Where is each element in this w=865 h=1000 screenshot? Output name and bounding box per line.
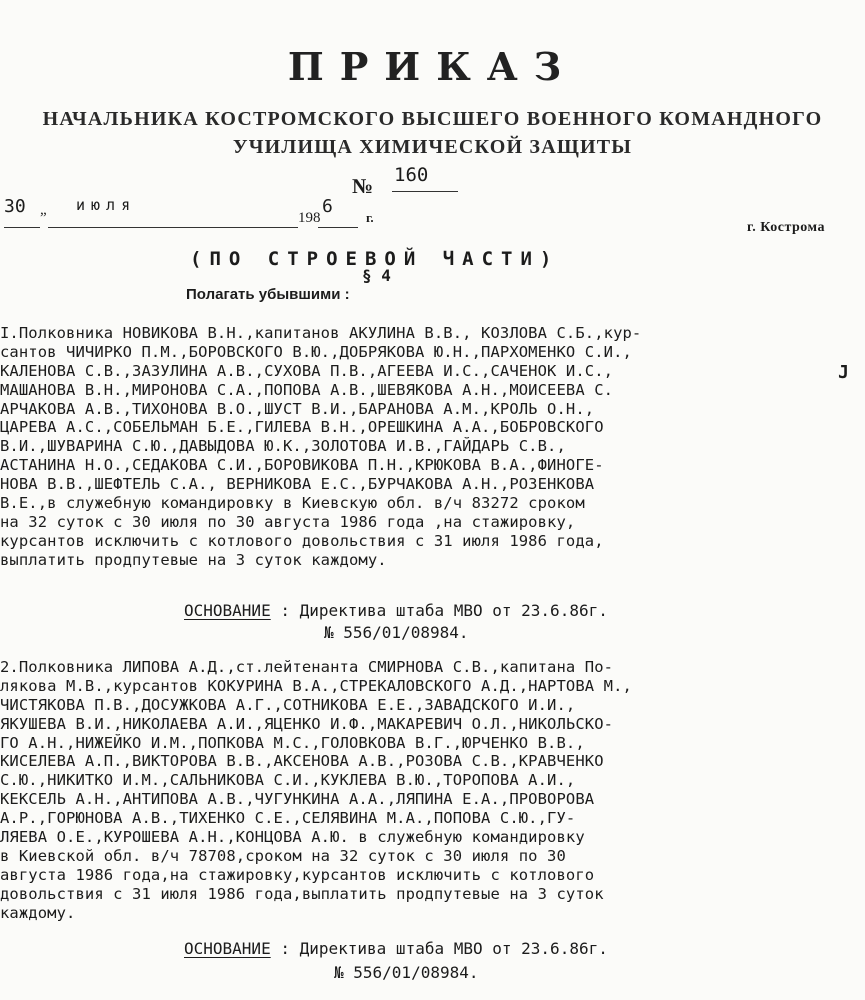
- item1-line: КАЛЕНОВА С.В.,ЗАЗУЛИНА А.В.,СУХОВА П.В.,АГЕЕВА И.С.,САЧЕНОК И.С.,: [0, 361, 614, 380]
- item2-line: ГО А.Н.,НИЖЕЙКО И.М.,ПОПКОВА М.С.,ГОЛОВКОВА В.Г.,ЮРЧЕНКО В.В.,: [0, 733, 585, 752]
- item1-basis: [184, 600, 608, 621]
- item2-line: ЯКУШЕВА В.И.,НИКОЛАЕВА А.И.,ЯЦЕНКО И.Ф.,МАКАРЕВИЧ О.Л.,НИКОЛЬСКО-: [0, 714, 614, 733]
- item2-line: 2.Полковника ЛИПОВА А.Д.,ст.лейтенанта СМИРНОВА С.В.,капитана По-: [0, 658, 614, 676]
- item2-basis-label: ОСНОВАНИЕ: [184, 939, 271, 958]
- item2-basis: [184, 938, 608, 959]
- item1-line: курсантов исключить с котлового довольствия с 31 июля 1986 года,: [0, 531, 604, 550]
- item1-basis-text: : Директива штаба МВО от 23.6.86г.: [270, 601, 608, 620]
- order-number-label: №: [352, 174, 374, 198]
- item1-line: на 32 суток с 30 июля по 30 августа 1986 года ,на стажировку,: [0, 512, 576, 531]
- item1-line: сантов ЧИЧИРКО П.М.,БОРОВСКОГО В.Ю.,ДОБРЯКОВА Ю.Н.,ПАРХОМЕНКО С.И.,: [0, 342, 632, 361]
- date-year-suffix: 6: [318, 196, 358, 228]
- issuer-line-1: НАЧАЛЬНИКА КОСТРОМСКОГО ВЫСШЕГО ВОЕННОГО КОМАНДНОГО: [42, 108, 823, 130]
- item2-line: ЛЯЕВА О.Е.,КУРОШЕВА А.Н.,КОНЦОВА А.Ю. в служебную командировку: [0, 828, 585, 847]
- order-intro: Полагать убывшими :: [186, 286, 350, 303]
- date-year-abbrev: г.: [366, 210, 374, 225]
- date-month: июля: [48, 196, 298, 228]
- item1-basis-label: ОСНОВАНИЕ: [184, 601, 271, 620]
- order-item-2: [0, 658, 632, 922]
- item2-line: КИСЕЛЕВА А.П.,ВИКТОРОВА В.В.,АКСЕНОВА А.В.,РОЗОВА С.В.,КРАВЧЕНКО: [0, 752, 604, 771]
- item1-line: ЦАРЕВА А.С.,СОБЕЛЬМАН Б.Е.,ГИЛЕВА В.Н.,ОРЕШКИНА А.А.,БОБРОВСКОГО: [0, 418, 604, 437]
- issuer-line-2: УЧИЛИЩА ХИМИЧЕСКОЙ ЗАЩИТЫ: [232, 136, 633, 158]
- item2-basis-text: : Директива штаба МВО от 23.6.86г.: [270, 939, 608, 958]
- department-heading: (ПО СТРОЕВОЙ ЧАСТИ): [190, 248, 560, 270]
- date-day: 30: [4, 196, 40, 228]
- item2-line: А.Р.,ГОРЮНОВА А.В.,ТИХЕНКО С.Е.,СЕЛЯВИНА М.А.,ПОПОВА С.Ю.,ГУ-: [0, 809, 576, 828]
- item1-line: I.Полковника НОВИКОВА В.Н.,капитанов АКУЛИНА В.В., КОЗЛОВА С.Б.,кур-: [0, 324, 642, 342]
- item1-line: В.И.,ШУВАРИНА С.Ю.,ДАВЫДОВА Ю.К.,ЗОЛОТОВА И.В.,ГАЙДАРЬ С.В.,: [0, 437, 566, 456]
- item2-line: КЕКСЕЛЬ А.Н.,АНТИПОВА А.В.,ЧУГУНКИНА А.А.,ЛЯПИНА Е.А.,ПРОВОРОВА: [0, 790, 595, 809]
- item1-line: В.Е.,в служебную командировку в Киевскую обл. в/ч 83272 сроком: [0, 494, 585, 513]
- item2-line: довольствия с 31 июля 1986 года,выплатить продпутевые на 3 суток: [0, 884, 604, 903]
- item2-line: лякова М.В.,курсантов КОКУРИНА В.А.,СТРЕКАЛОВСКОГО А.Д.,НАРТОВА М.,: [0, 676, 632, 695]
- paragraph-number: § 4: [362, 266, 391, 285]
- item1-basis-number: № 556/01/08984.: [324, 623, 469, 642]
- date-quote: „: [40, 202, 47, 218]
- city: г. Кострома: [747, 220, 825, 235]
- date-year-prefix: 198: [298, 210, 321, 226]
- order-number: 160: [392, 164, 458, 192]
- item1-line: АСТАНИНА Н.О.,СЕДАКОВА С.И.,БОРОВИКОВА П.Н.,КРЮКОВА В.А.,ФИНОГЕ-: [0, 456, 604, 475]
- item1-line: АРЧАКОВА А.В.,ТИХОНОВА В.О.,ШУСТ В.И.,БАРАНОВА А.М.,КРОЛЬ О.Н.,: [0, 399, 595, 418]
- item2-line: августа 1986 года,на стажировку,курсантов исключить с котлового: [0, 865, 595, 884]
- item2-line: С.Ю.,НИКИТКО И.М.,САЛЬНИКОВА С.И.,КУКЛЕВА В.Ю.,ТОРОПОВА А.И.,: [0, 771, 576, 790]
- document-title: ПРИКАЗ: [287, 44, 578, 89]
- item2-line: каждому.: [0, 903, 76, 922]
- item2-line: ЧИСТЯКОВА П.В.,ДОСУЖКОВА А.Г.,СОТНИКОВА Е.Е.,ЗАВАДСКОГО И.И.,: [0, 695, 576, 714]
- item1-line: НОВА В.В.,ШЕФТЕЛЬ С.А., ВЕРНИКОВА Е.С.,БУРЧАКОВА А.Н.,РОЗЕНКОВА: [0, 475, 595, 494]
- item1-line: МАШАНОВА В.Н.,МИРОНОВА С.А.,ПОПОВА А.В.,ШЕВЯКОВА А.Н.,МОИСЕЕВА С.: [0, 380, 614, 399]
- item2-basis-number: № 556/01/08984.: [334, 963, 479, 982]
- item2-line: в Киевской обл. в/ч 78708,сроком на 32 суток с 30 июля по 30: [0, 846, 566, 865]
- order-item-1: [0, 324, 641, 570]
- margin-mark: J: [838, 362, 849, 383]
- item1-line: выплатить продпутевые на 3 суток каждому.: [0, 550, 387, 569]
